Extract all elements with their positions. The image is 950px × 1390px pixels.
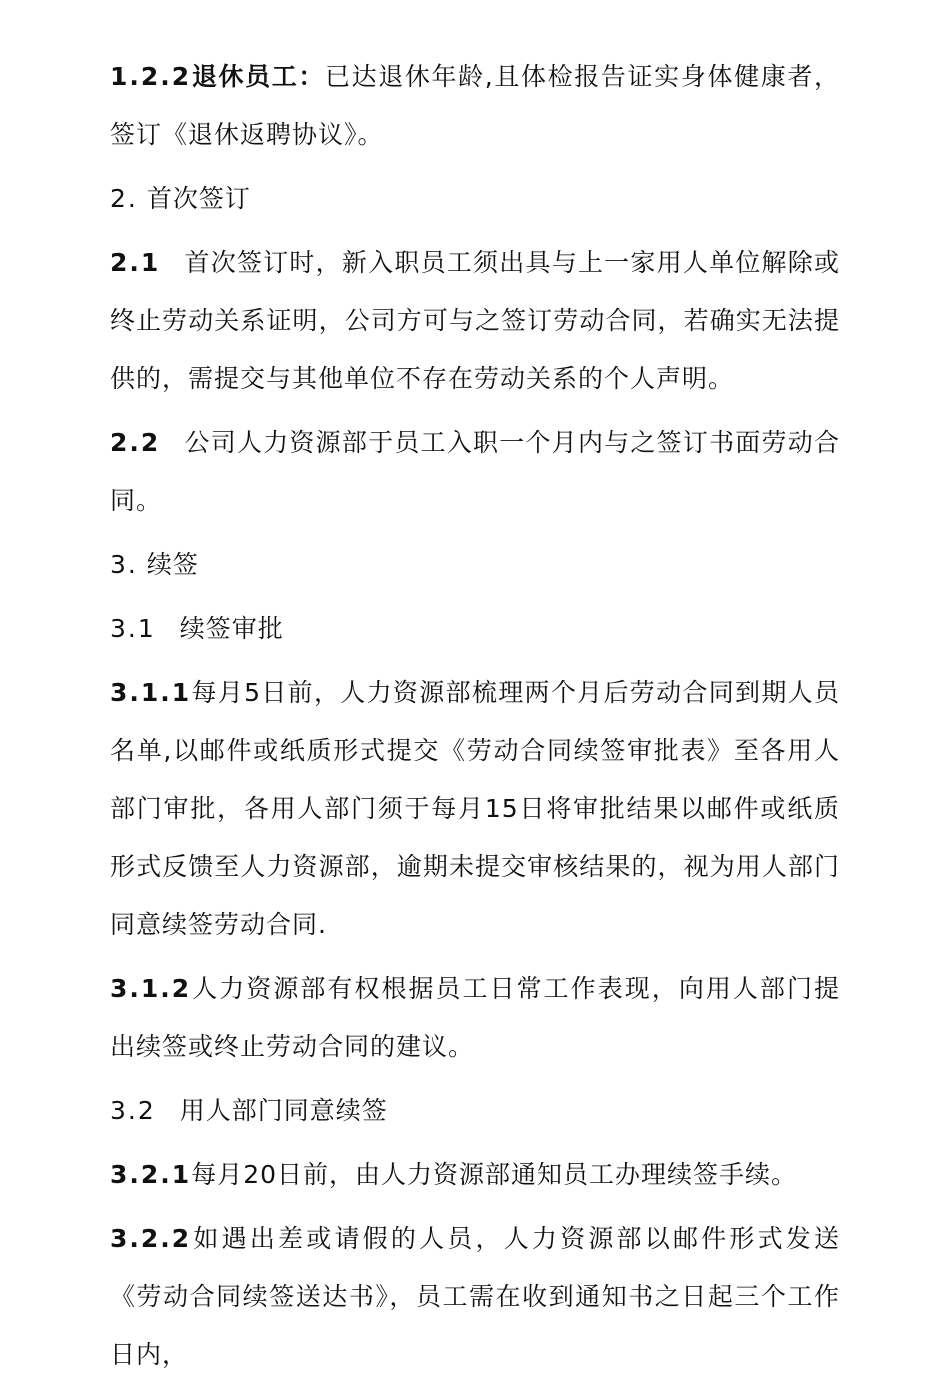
clause-2-2 [110,414,840,530]
clause-number: 3.2.2 [110,1224,192,1253]
clause-text: 如遇出差或请假的人员，人力资源部以邮件形式发送《劳动合同续签送达书》，员工需在收到通知书之日起三个工作日内， [110,1224,840,1369]
clause-number: 2.1 [110,248,161,277]
clause-number: 3.1.2 [110,974,192,1003]
document-page [110,48,840,1390]
section-number: 2. [110,184,138,213]
clause-3-1-2 [110,960,840,1076]
clause-number: 1.2.2 [110,62,192,91]
clause-3-1-1 [110,664,840,954]
clause-text: 每月5日前，人力资源部梳理两个月后劳动合同到期人员名单,以邮件或纸质形式提交《劳动合同续签审批表》至各用人部门审批，各用人部门须于每月15日将审批结果以邮件或纸质形式反馈至人力资源部，逾期未提交审核结果的，视为用人部门同意续签劳动合同. [110,678,840,939]
subsection-number: 3.1 [110,614,156,643]
clause-2-1 [110,234,840,408]
section-heading-2 [110,170,840,228]
section-title: 首次签订 [146,184,251,213]
clause-title: 退休员工： [191,62,325,91]
subsection-title: 续签审批 [179,614,284,643]
section-title: 续签 [146,550,199,579]
clause-number: 2.2 [110,428,161,457]
clause-text: 每月20日前，由人力资源部通知员工办理续签手续。 [191,1160,798,1189]
subsection-number: 3.2 [110,1096,156,1125]
clause-text: 已达退休年龄,且体检报告证实身体健康者，签订《退休返聘协议》。 [110,62,840,149]
subsection-title: 用人部门同意续签 [179,1096,388,1125]
subsection-heading-3-1 [110,600,840,658]
clause-3-2-2 [110,1210,840,1384]
section-heading-3 [110,536,840,594]
clause-1-2-2 [110,48,840,164]
clause-number: 3.2.1 [110,1160,192,1189]
clause-text: 公司人力资源部于员工入职一个月内与之签订书面劳动合同。 [110,428,840,515]
clause-number: 3.1.1 [110,678,192,707]
subsection-heading-3-2 [110,1082,840,1140]
clause-text: 首次签订时，新入职员工须出具与上一家用人单位解除或终止劳动关系证明，公司方可与之签订劳动合同，若确实无法提供的，需提交与其他单位不存在劳动关系的个人声明。 [110,248,840,393]
clause-text: 人力资源部有权根据员工日常工作表现，向用人部门提出续签或终止劳动合同的建议。 [110,974,840,1061]
section-number: 3. [110,550,138,579]
clause-3-2-1 [110,1146,840,1204]
